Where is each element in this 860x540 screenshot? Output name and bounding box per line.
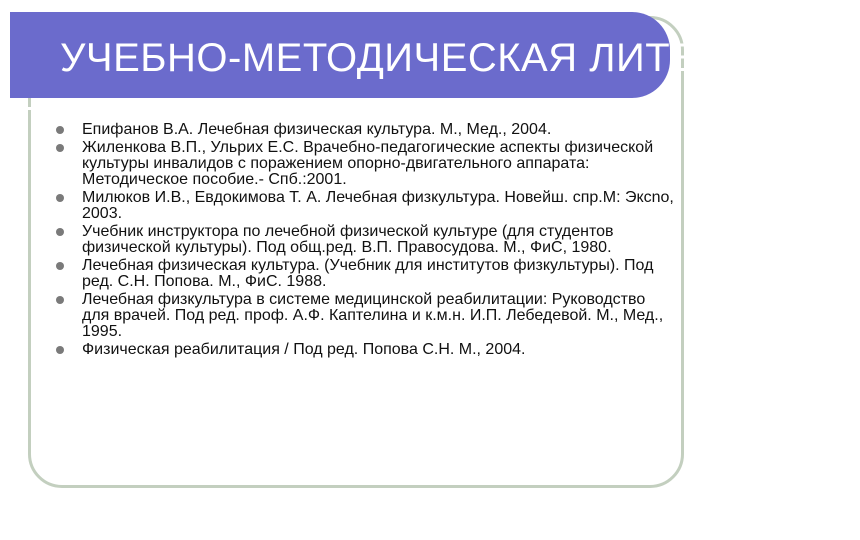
reference-list [54,122,674,358]
reference-text: Епифанов В.А. Лечебная физическая культура. М., Мед., 2004. [82,121,552,138]
bullet-icon [56,296,64,304]
title-bar [10,12,860,98]
reference-item [54,292,674,340]
bullet-icon [56,194,64,202]
bullet-icon [56,262,64,270]
reference-item [54,140,674,188]
reference-text: Учебник инструктора по лечебной физической культуре (для студентов физической культуры). Под общ.ред. В.П. Правосудова. М., ФиС, 1980. [82,223,614,256]
reference-text: Милюков И.В., Евдокимова Т. А. Лечебная физкультура. Новейш. спр.М: Эксnо, 2003. [82,189,674,222]
bullet-icon [56,126,64,134]
bullet-icon [56,346,64,354]
bullet-icon [56,228,64,236]
reference-text: Лечебная физкультура в системе медицинской реабилитации: Руководство для врачей. Под ред. проф. А.Ф. Каптелина и к.м.н. И.П. Лебедевой. М., Мед., 1995. [82,291,664,340]
title-underline [10,107,648,110]
slide-title: УЧЕБНО-МЕТОДИЧЕСКАЯ ЛИТЕРАТУРА: [60,36,860,80]
reference-item [54,258,674,290]
reference-item [54,190,674,222]
reference-item [54,342,674,358]
reference-text: Жиленкова В.П., Ульрих Е.С. Врачебно-педагогические аспекты физической культуры инвалидов с поражением опорно-двигательного аппарата: Методическое пособие.- Спб.:2001. [82,139,654,188]
reference-text: Физическая реабилитация / Под ред. Попова С.Н. М., 2004. [82,341,526,358]
reference-text: Лечебная физическая культура. (Учебник для институтов физкультуры). Под ред. С.Н. Попова. М., ФиС. 1988. [82,257,654,290]
bullet-icon [56,144,64,152]
reference-item [54,122,674,138]
reference-item [54,224,674,256]
